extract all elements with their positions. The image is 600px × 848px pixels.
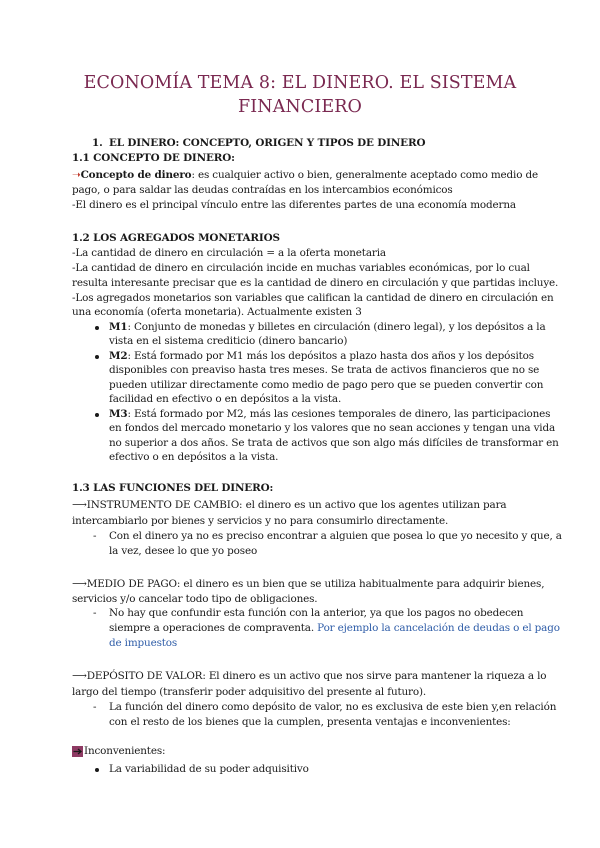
function-store-line-1: ⟶DEPÓSITO DE VALOR: El dinero es un activo que nos sirve para mantener la riqueza a lo <box>72 670 547 682</box>
function-store-sub-1: La función del dinero como depósito de valor, no es exclusiva de este bien y,en relación <box>109 701 557 713</box>
concept-line-3: -El dinero es el principal vínculo entre las diferentes partes de una economía moderna <box>72 199 516 211</box>
function-store-sub-2: con el resto de los bienes que la cumplen, presenta ventajas e inconvenientes: <box>109 716 511 728</box>
bullet-icon <box>95 355 99 359</box>
page-title-line-1: ECONOMÍA TEMA 8: EL DINERO. EL SISTEMA <box>83 73 517 93</box>
dash-marker: - <box>93 607 97 619</box>
m3-line-1 <box>109 407 550 421</box>
dash-marker: - <box>93 701 97 713</box>
dash-marker: - <box>93 530 97 542</box>
concept-term: Concepto de dinero <box>80 169 192 181</box>
m2-line-2: disponibles con preaviso hasta tres meses. Se trata de activos financieros que no se <box>109 364 540 376</box>
m1-line-2: vista en el sistema crediticio (dinero bancario) <box>109 335 348 347</box>
function-payment-sub-2 <box>109 621 560 635</box>
concept-definition: : es cualquier activo o bien, generalmente aceptado como medio de <box>191 169 538 181</box>
section-heading: EL DINERO: CONCEPTO, ORIGEN Y TIPOS DE DINERO <box>109 137 426 149</box>
bullet-icon <box>95 768 99 772</box>
m3-label: M3 <box>109 408 128 420</box>
m1-label: M1 <box>109 321 128 333</box>
bullet-icon <box>95 413 99 417</box>
aggregates-line-3: resulta interesante precisar que es la cantidad de dinero en circulación y que partidas incluye. <box>72 277 559 289</box>
function-payment-line-2: servicios y/o cancelar todo tipo de obligaciones. <box>72 593 318 605</box>
concept-line <box>72 168 538 182</box>
function-payment-line-1: ⟶MEDIO DE PAGO: el dinero es un bien que se utiliza habitualmente para adquirir bienes, <box>72 578 545 590</box>
function-exchange-sub-2: la vez, desee lo que yo poseo <box>109 545 258 557</box>
function-exchange-line-1: ⟶INSTRUMENTO DE CAMBIO: el dinero es un activo que los agentes utilizan para <box>72 499 507 511</box>
function-payment-example: Por ejemplo la cancelación de deudas o el pago <box>314 622 560 634</box>
m2-line-4: facilidad en efectivo o en depósitos a la vista. <box>109 393 342 405</box>
m2-label: M2 <box>109 350 128 362</box>
aggregates-line-4: -Los agregados monetarios son variables que califican la cantidad de dinero en circulación en <box>72 292 554 304</box>
m2-line-1 <box>109 349 534 363</box>
function-payment-example-cont: de impuestos <box>109 637 178 649</box>
subsection-heading-1-3: 1.3 LAS FUNCIONES DEL DINERO: <box>72 482 274 494</box>
function-exchange-line-2: intercambiarlo por bienes y servicios y no para consumirlo directamente. <box>72 515 449 527</box>
concept-line-2: pago, o para saldar las deudas contraídas en los intercambios económicos <box>72 184 453 196</box>
function-exchange-sub-1: Con el dinero ya no es preciso encontrar a alguien que posea lo que yo necesito y que, a <box>109 530 562 542</box>
subsection-heading-1-1: 1.1 CONCEPTO DE DINERO: <box>72 152 235 164</box>
bullet-icon <box>95 326 99 330</box>
aggregates-line-2: -La cantidad de dinero en circulación incide en muchas variables económicas, por lo cual <box>72 262 530 274</box>
m1-text: : Conjunto de monedas y billetes en circulación (dinero legal), y los depósitos a la <box>127 321 546 333</box>
function-store-line-2: largo del tiempo (transferir poder adquisitivo del presente al futuro). <box>72 686 427 698</box>
m2-line-3: pueden utilizar directamente como medio de pago pero que se pueden convertir con <box>109 379 544 391</box>
m3-text: : Está formado por M2, más las cesiones temporales de dinero, las participaciones <box>127 408 551 420</box>
aggregates-line-1: -La cantidad de dinero en circulación = a la oferta monetaria <box>72 247 386 259</box>
aggregates-line-5: una economía (oferta monetaria). Actualmente existen 3 <box>72 306 362 318</box>
subsection-heading-1-2: 1.2 LOS AGREGADOS MONETARIOS <box>72 232 280 244</box>
section-number: 1. <box>92 137 103 149</box>
right-arrow-icon: ➝ <box>72 169 81 181</box>
m3-line-2: en fondos del mercado monetario y los valores que no sean acciones y tengan una vida <box>109 422 556 434</box>
inconvenientes-label: Inconvenientes: <box>84 745 166 757</box>
function-payment-sub-1: No hay que confundir esta función con la anterior, ya que los pagos no obedecen <box>109 607 524 619</box>
m3-line-4: efectivo o en depósitos a la vista. <box>109 451 279 463</box>
page-title-line-2: FINANCIERO <box>238 97 362 117</box>
arrow-box-icon <box>72 746 83 757</box>
m1-line-1 <box>109 320 546 334</box>
m3-line-3: no superior a dos años. Se trata de activos que son algo más difíciles de transformar en <box>109 437 559 449</box>
m2-text: : Está formado por M1 más los depósitos a plazo hasta dos años y los depósitos <box>127 350 534 362</box>
inconvenientes-item-1: La variabilidad de su poder adquisitivo <box>109 763 309 775</box>
function-payment-sub-2-text: siempre a operaciones de compraventa. <box>109 622 314 634</box>
